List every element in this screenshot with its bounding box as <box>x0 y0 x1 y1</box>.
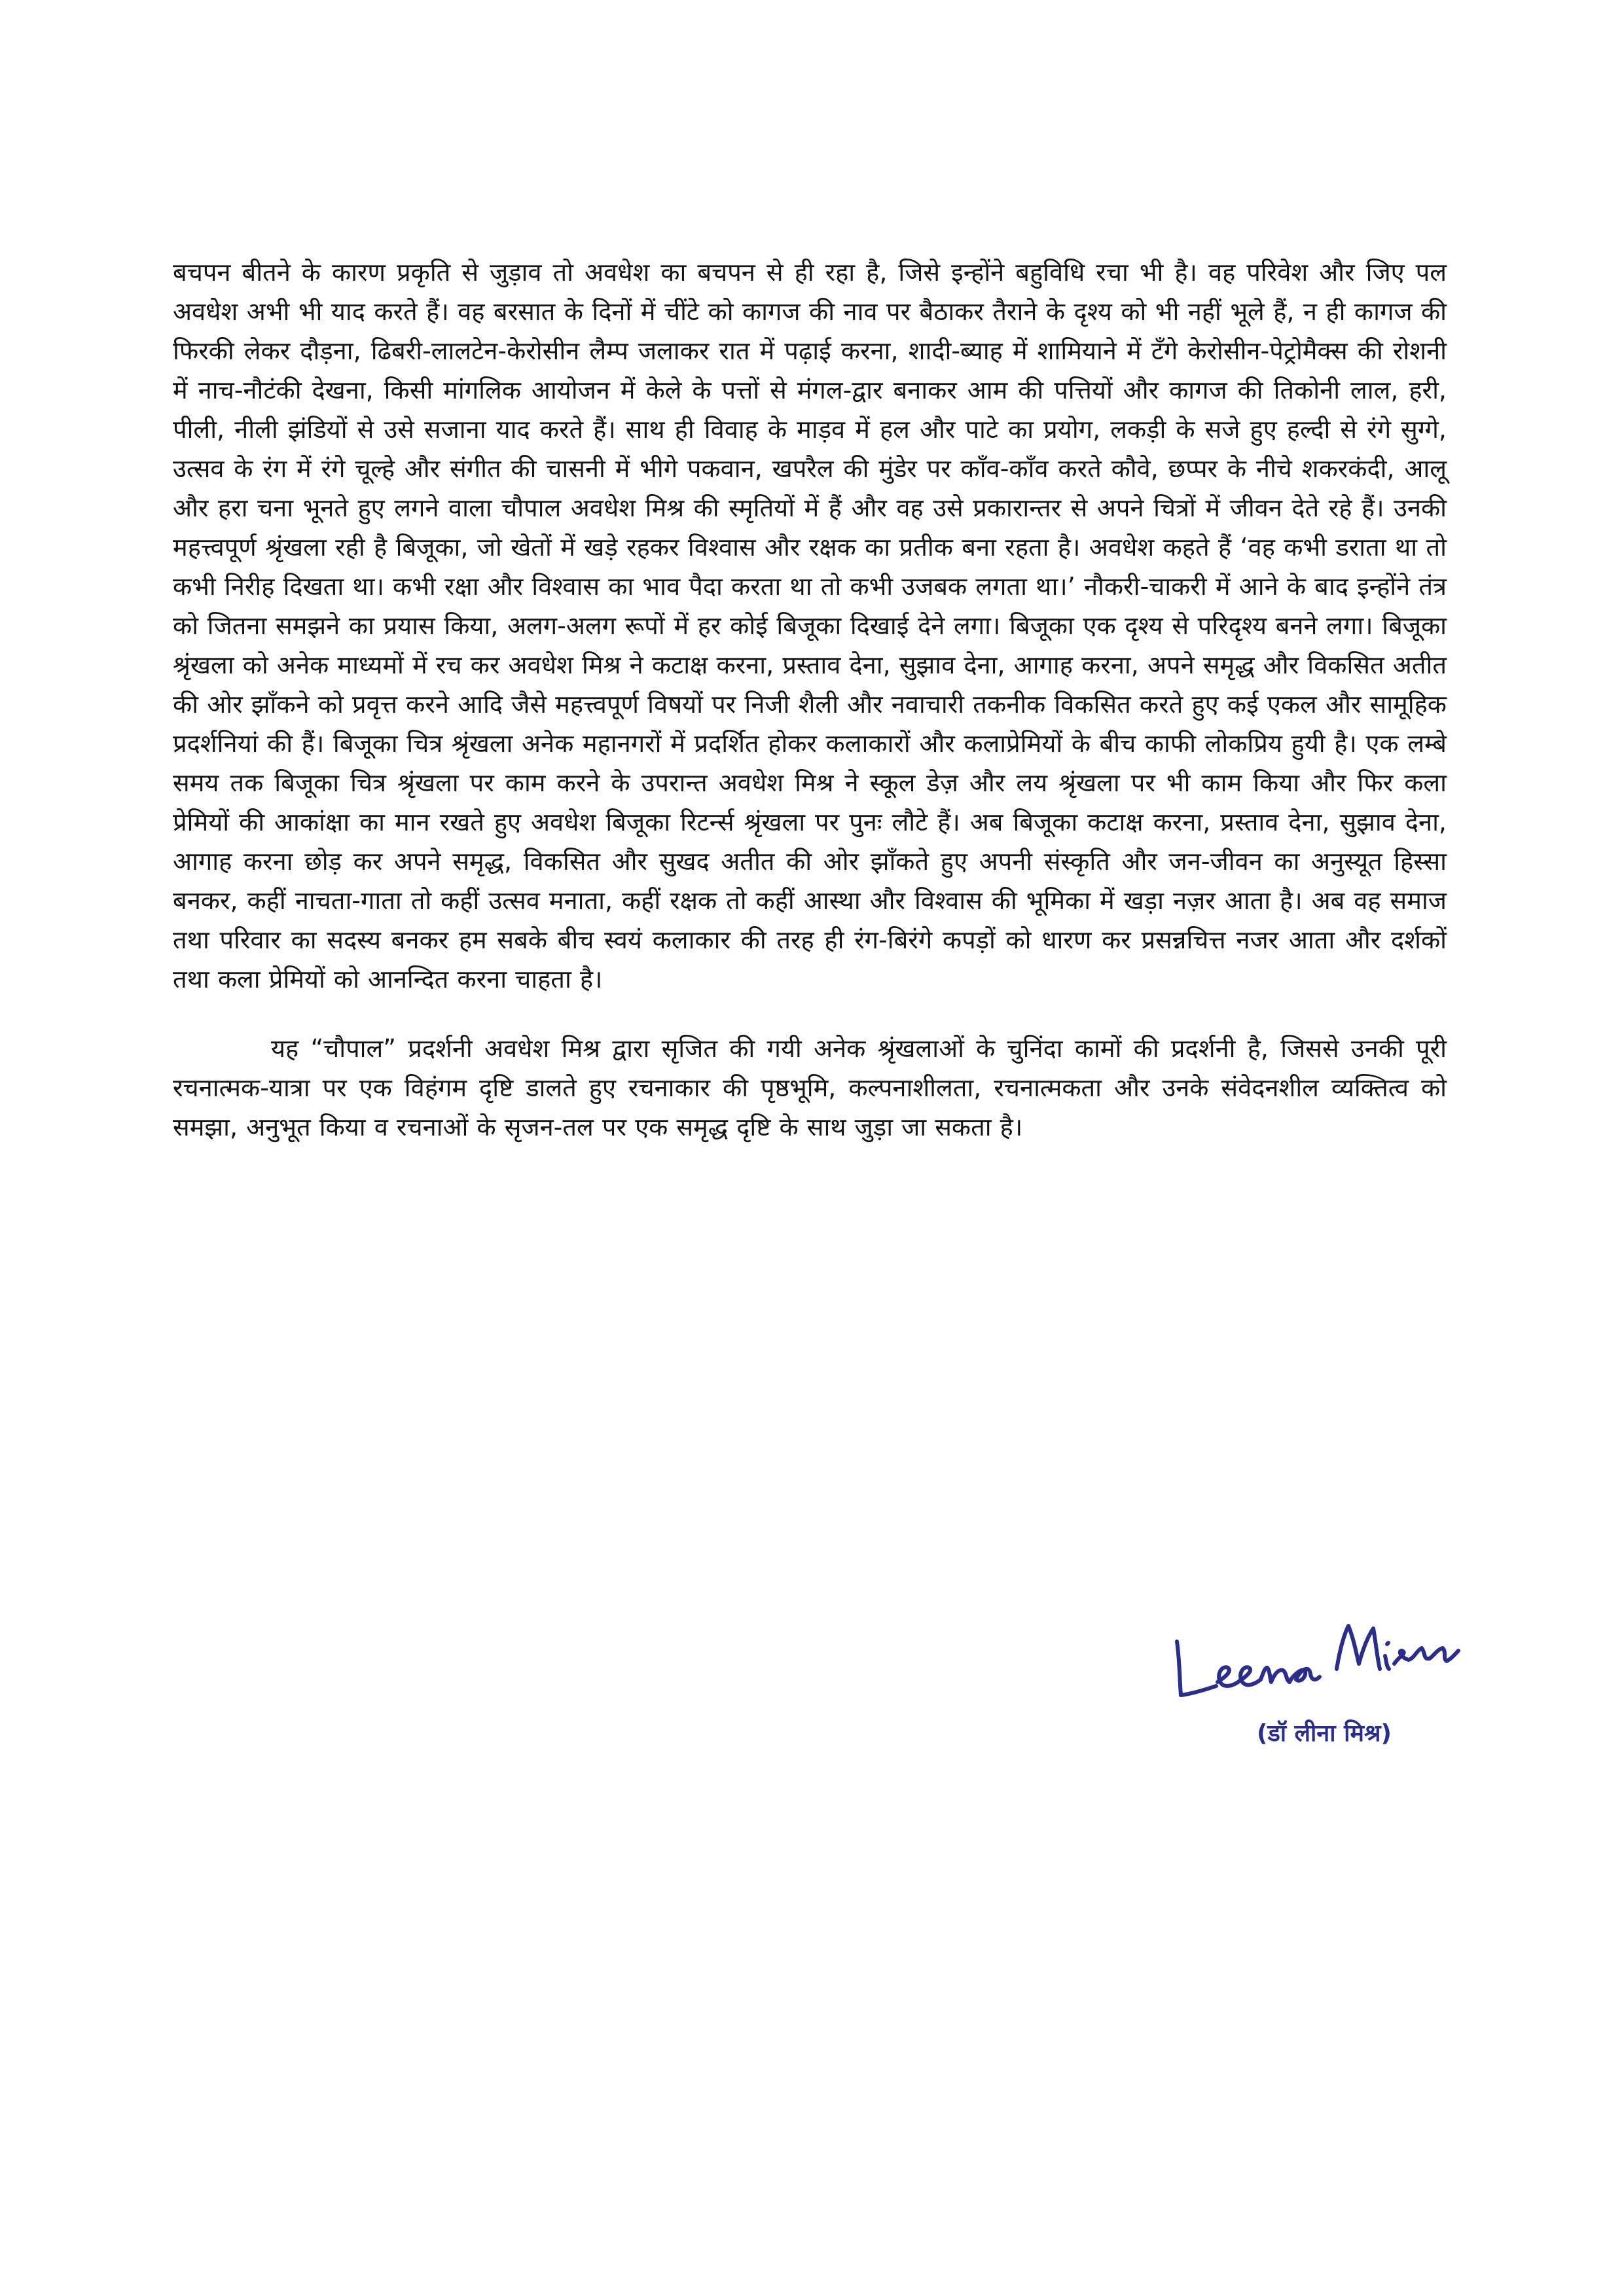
signature-text: Leena Mishra <box>1165 1713 1170 1714</box>
signer-name: (डॉ लीना मिश्र) <box>1257 1720 1392 1747</box>
handwritten-signature <box>1165 1590 1466 1715</box>
paragraph-2: यह “चौपाल” प्रदर्शनी अवधेश मिश्र द्वारा सृजित की गयी अनेक श्रृंखलाओं के चुनिंदा कामों की प्रदर्शनी है, जिससे उनकी पूरी रचनात्मक-यात्रा पर एक विहंगम दृष्टि डालते हुए रचनाकार की पृष्ठभूमि, कल्पनाशीलता, रचनात्मकता और उनके संवेदनशील व्यक्तित्व को समझा, अनुभूत किया व रचनाओं के सृजन-तल पर एक समृद्ध दृष्टि के साथ जुड़ा जा सकता है। <box>173 1034 1447 1141</box>
signature-block <box>1165 1590 1479 1761</box>
document-body <box>173 253 1447 1147</box>
paragraph-1: बचपन बीतने के कारण प्रकृति से जुड़ाव तो अवधेश का बचपन से ही रहा है, जिसे इन्होंने बहुविधि रचा भी है। वह परिवेश और जिए पल अवधेश अभी भी याद करते हैं। वह बरसात के दिनों में चींटे को कागज की नाव पर बैठाकर तैराने के दृश्य को भी नहीं भूले हैं, न ही कागज की फिरकी लेकर दौड़ना, ढिबरी-लालटेन-केरोसीन लैम्प जलाकर रात में पढ़ाई करना, शादी-ब्याह में शामियाने में टँगे केरोसीन-पेट्रोमैक्स की रोशनी में नाच-नौटंकी देखना, किसी मांगलिक आयोजन में केले के पत्तों से मंगल-द्वार बनाकर आम की पत्तियों और कागज की तिकोनी लाल, हरी, पीली, नीली झंडियों से उसे सजाना याद करते हैं। साथ ही विवाह के माड़व में हल और पाटे का प्रयोग, लकड़ी के सजे हुए हल्दी से रंगे सुग्गे, उत्सव के रंग में रंगे चूल्हे और संगीत की चासनी में भीगे पकवान, खपरैल की मुंडेर पर काँव-काँव करते कौवे, छप्पर के नीचे शकरकंदी, आलू और हरा चना भूनते हुए लगने वाला चौपाल अवधेश मिश्र की स्मृतियों में हैं और वह उसे प्रकारान्तर से अपने चित्रों में जीवन देते रहे हैं। उनकी महत्त्वपूर्ण श्रृंखला रही है बिजूका, जो खेतों में खड़े रहकर विश्वास और रक्षक का प्रतीक बना रहता है। अवधेश कहते हैं ‘वह कभी डराता था तो कभी निरीह दिखता था। कभी रक्षा और विश्वास का भाव पैदा करता था तो कभी उजबक लगता था।’ नौकरी-चाकरी में आने के बाद इन्होंने तंत्र को जितना समझने का प्रयास किया, अलग-अलग रूपों में हर कोई बिजूका दिखाई देने लगा। बिजूका एक दृश्य से परिदृश्य बनने लगा। बिजूका श्रृंखला को अनेक माध्यमों में रच कर अवधेश मिश्र ने कटाक्ष करना, प्रस्ताव देना, सुझाव देना, आगाह करना, अपने समृद्ध और विकसित अतीत की ओर झाँकने को प्रवृत्त करने आदि जैसे महत्त्वपूर्ण विषयों पर निजी शैली और नवाचारी तकनीक विकसित करते हुए कई एकल और सामूहिक प्रदर्शनियां की हैं। बिजूका चित्र श्रृंखला अनेक महानगरों में प्रदर्शित होकर कलाकारों और कलाप्रेमियों के बीच काफी लोकप्रिय हुयी है। एक लम्बे समय तक बिजूका चित्र श्रृंखला पर काम करने के उपरान्त अवधेश मिश्र ने स्कूल डेज़ और लय श्रृंखला पर भी काम किया और फिर कला प्रेमियों की आकांक्षा का मान रखते हुए अवधेश बिजूका रिटर्न्स श्रृंखला पर पुनः लौटे हैं। अब बिजूका कटाक्ष करना, प्रस्ताव देना, सुझाव देना, आगाह करना छोड़ कर अपने समृद्ध, विकसित और सुखद अतीत की ओर झाँकते हुए अपनी संस्कृति और जन-जीवन का अनुस्यूत हिस्सा बनकर, कहीं नाचता-गाता तो कहीं उत्सव मनाता, कहीं रक्षक तो कहीं आस्था और विश्वास की भूमिका में खड़ा नज़र आता है। अब वह समाज तथा परिवार का सदस्य बनकर हम सबके बीच स्वयं कलाकार की तरह ही रंग-बिरंगे कपड़ों को धारण कर प्रसन्नचित्त नजर आता और दर्शकों तथा कला प्रेमियों को आनन्दित करना चाहता है। <box>173 258 1447 994</box>
